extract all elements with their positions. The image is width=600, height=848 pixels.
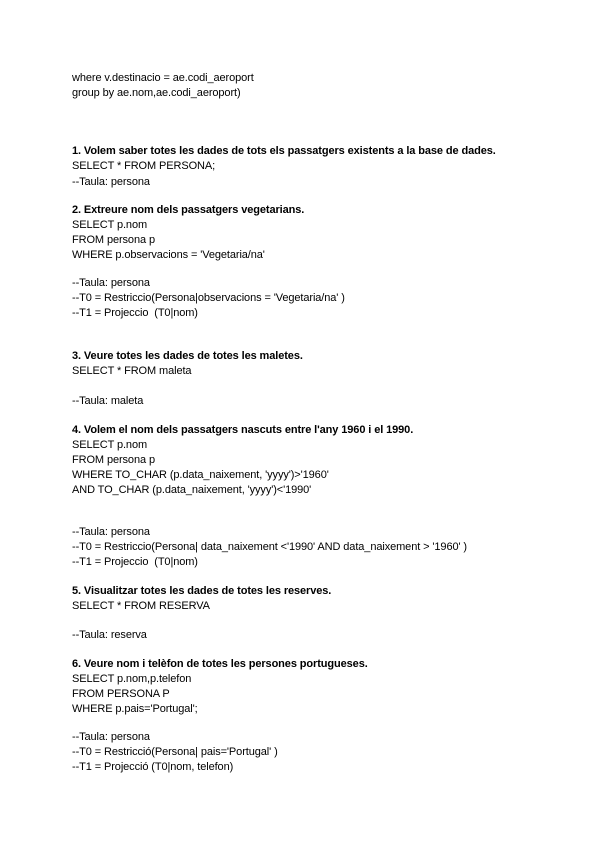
sql-line: SELECT * FROM maleta [72,365,192,377]
comment-line: --T1 = Projeccio (T0|nom) [72,556,198,568]
section-heading-5: 5. Visualitzar totes les dades de totes les reserves. [72,585,332,597]
comment-line: --Taula: persona [72,176,150,188]
sql-line: FROM persona p [72,454,155,466]
sql-line: SELECT * FROM PERSONA; [72,160,216,172]
sql-line: SELECT p.nom,p.telefon [72,673,192,685]
comment-line: --Taula: maleta [72,395,144,407]
comment-line: --Taula: persona [72,526,150,538]
sql-line: SELECT p.nom [72,219,148,231]
comment-line: --T0 = Restriccio(Persona| data_naixement <'1990' AND data_naixement > '1960' ) [72,541,467,553]
sql-line: SELECT p.nom [72,439,148,451]
comment-line: --T0 = Restriccio(Persona|observacions = 'Vegetaria/na' ) [72,292,345,304]
sql-line: SELECT * FROM RESERVA [72,600,210,612]
sql-line: AND TO_CHAR (p.data_naixement, 'yyyy')<'1990' [72,484,312,496]
comment-line: --Taula: persona [72,731,150,743]
section-heading-6: 6. Veure nom i telèfon de totes les persones portugueses. [72,658,368,670]
section-heading-2: 2. Extreure nom dels passatgers vegetarians. [72,204,305,216]
comment-line: --Taula: reserva [72,629,147,641]
section-heading-3: 3. Veure totes les dades de totes les maletes. [72,350,303,362]
section-heading-4: 4. Volem el nom dels passatgers nascuts entre l'any 1960 i el 1990. [72,424,414,436]
comment-line: --T1 = Projeccio (T0|nom) [72,307,198,319]
text-line: group by ae.nom,ae.codi_aeroport) [72,87,241,99]
sql-line: WHERE p.observacions = 'Vegetaria/na' [72,249,265,261]
sql-line: FROM persona p [72,234,155,246]
comment-line: --T1 = Projecció (T0|nom, telefon) [72,761,234,773]
sql-line: WHERE TO_CHAR (p.data_naixement, 'yyyy')>'1960' [72,469,329,481]
comment-line: --T0 = Restricció(Persona| pais='Portugal' ) [72,746,278,758]
sql-line: FROM PERSONA P [72,688,170,700]
text-line: where v.destinacio = ae.codi_aeroport [72,72,254,84]
section-heading-1: 1. Volem saber totes les dades de tots els passatgers existents a la base de dades. [72,145,496,157]
sql-line: WHERE p.pais='Portugal'; [72,703,198,715]
comment-line: --Taula: persona [72,277,150,289]
